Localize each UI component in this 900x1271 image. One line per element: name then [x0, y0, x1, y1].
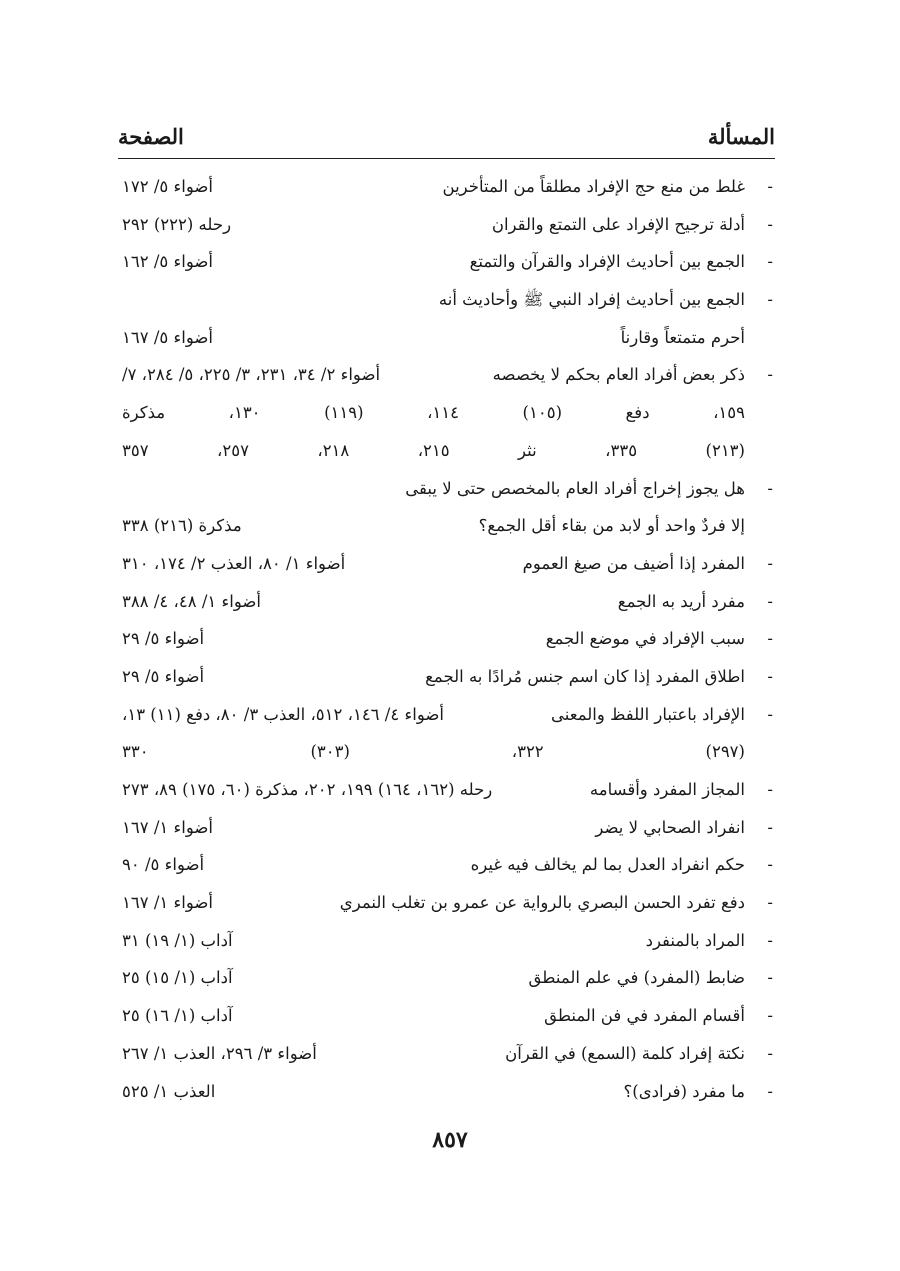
index-entry — [118, 470, 775, 545]
topic-column-title: المسألة — [707, 124, 775, 149]
entry-topic-continued: إلا فردٌ واحد أو لابد من بقاء أقل الجمع؟ — [478, 516, 745, 536]
index-entry — [118, 809, 775, 847]
entry-reference: أضواء ٥/ ٩٠ — [122, 855, 205, 875]
entry-topic: ضابط (المفرد) في علم المنطق — [528, 968, 745, 988]
entry-line — [118, 281, 775, 319]
entry-topic: حكم انفراد العدل بما لم يخالف فيه غيره — [470, 855, 745, 875]
entry-topic: نكتة إفراد كلمة (السمع) في القرآن — [505, 1043, 745, 1063]
index-entry — [118, 922, 775, 960]
entry-reference: العذب ١/ ٥٢٥ — [122, 1081, 216, 1101]
entry-line — [118, 432, 775, 470]
bullet-dash: - — [767, 1043, 773, 1063]
bullet-dash: - — [767, 817, 773, 837]
entry-topic: المفرد إذا أضيف من صيغ العموم — [522, 553, 745, 573]
entry-reference: آداب (١/ ١٦) ٢٥ — [122, 1006, 233, 1026]
entry-line — [118, 959, 775, 997]
entry-topic: ذكر بعض أفراد العام بحكم لا يخصصه — [492, 365, 745, 385]
entry-reference-continued: (٢٩٧) ٣٢٢، (٣٠٣) ٣٣٠ — [122, 742, 745, 762]
index-entry — [118, 959, 775, 997]
entry-reference: أضواء ٤/ ١٤٦، ٥١٢، العذب ٣/ ٨٠، دفع (١١) ١٣، — [122, 704, 444, 724]
entry-line — [118, 507, 775, 545]
entry-topic: دفع تفرد الحسن البصري بالرواية عن عمرو بن تغلب النمري — [339, 893, 745, 913]
entry-topic: الجمع بين أحاديث إفراد النبي ﷺ وأحاديث أنه — [438, 290, 745, 310]
index-entry — [118, 206, 775, 244]
bullet-dash: - — [767, 214, 773, 234]
entry-line — [118, 620, 775, 658]
index-entry — [118, 356, 775, 469]
bullet-dash: - — [767, 629, 773, 649]
index-entry — [118, 1035, 775, 1073]
bullet-dash: - — [767, 855, 773, 875]
entry-reference: أضواء ١/ ٨٠، العذب ٢/ ١٧٤، ٣١٠ — [122, 553, 346, 573]
entry-line — [118, 997, 775, 1035]
index-entry — [118, 545, 775, 583]
bullet-dash: - — [767, 478, 773, 498]
entry-line — [118, 206, 775, 244]
entry-line — [118, 846, 775, 884]
bullet-dash: - — [767, 252, 773, 272]
entry-line — [118, 884, 775, 922]
entry-reference-continued: ١٥٩، دفع (١٠٥) ١١٤، (١١٩) ١٣٠، مذكرة — [122, 403, 745, 423]
entry-topic: سبب الإفراد في موضع الجمع — [545, 629, 745, 649]
index-header — [118, 124, 775, 159]
entry-reference: رحله (٢٢٢) ٢٩٢ — [122, 214, 232, 234]
entry-line — [118, 545, 775, 583]
bullet-dash: - — [767, 704, 773, 724]
bullet-dash: - — [767, 591, 773, 611]
index-entry — [118, 997, 775, 1035]
entry-line — [118, 356, 775, 394]
entry-topic-continued: أحرم متمتعاً وقارناً — [620, 327, 745, 347]
entry-line — [118, 319, 775, 357]
bullet-dash: - — [767, 930, 773, 950]
bullet-dash: - — [767, 780, 773, 799]
index-entry — [118, 583, 775, 621]
entry-line — [118, 1035, 775, 1073]
entry-line — [118, 243, 775, 281]
entry-topic: الجمع بين أحاديث الإفراد والقرآن والتمتع — [469, 252, 745, 272]
entry-topic: هل يجوز إخراج أفراد العام بالمخصص حتى لا يبقى — [405, 478, 745, 498]
entry-reference: آداب (١/ ١٥) ٢٥ — [122, 968, 233, 988]
bullet-dash: - — [767, 290, 773, 310]
entry-reference: أضواء ١/ ٤٨، ٤/ ٣٨٨ — [122, 591, 261, 611]
entry-topic: أقسام المفرد في فن المنطق — [544, 1006, 745, 1026]
entry-reference: أضواء ٥/ ١٦٧ — [122, 327, 213, 347]
entry-line — [118, 168, 775, 206]
page-column-title: الصفحة — [118, 124, 184, 149]
entry-reference: أضواء ١/ ١٦٧ — [122, 817, 213, 837]
bullet-dash: - — [767, 553, 773, 573]
bullet-dash: - — [767, 365, 773, 385]
entry-line — [118, 922, 775, 960]
entry-topic: المراد بالمنفرد — [645, 930, 745, 950]
entry-reference: أضواء ٥/ ١٧٢ — [122, 177, 213, 196]
bullet-dash: - — [767, 1081, 773, 1101]
entry-topic: غلط من منع حج الإفراد مطلقاً من المتأخرين — [442, 177, 745, 196]
entry-reference: أضواء ٢/ ٣٤، ٢٣١، ٣/ ٢٢٥، ٥/ ٢٨٤، ٧/ — [122, 365, 381, 385]
index-entries — [118, 168, 775, 1110]
entry-topic: مفرد أريد به الجمع — [617, 591, 745, 611]
entry-topic: أدلة ترجيح الإفراد على التمتع والقران — [491, 214, 745, 234]
entry-topic: ما مفرد (فرادى)؟ — [623, 1081, 745, 1101]
index-entry — [118, 846, 775, 884]
entry-line — [118, 1073, 775, 1111]
index-entry — [118, 884, 775, 922]
page-number: ٨٥٧ — [432, 1127, 468, 1153]
entry-reference: رحله (١٦٢، ١٦٤) ١٩٩، ٢٠٢، مذكرة (٦٠، ١٧٥) ٨٩، ٢٧٣ — [122, 780, 493, 799]
entry-reference: أضواء ٣/ ٢٩٦، العذب ١/ ٢٦٧ — [122, 1043, 317, 1063]
bullet-dash: - — [767, 968, 773, 988]
entry-topic: انفراد الصحابي لا يضر — [595, 817, 745, 837]
entry-topic: المجاز المفرد وأقسامه — [589, 780, 745, 799]
index-entry — [118, 281, 775, 356]
bullet-dash: - — [767, 666, 773, 686]
index-entry — [118, 1073, 775, 1111]
entry-line — [118, 470, 775, 508]
entry-reference: آداب (١/ ١٩) ٣١ — [122, 930, 233, 950]
index-entry — [118, 658, 775, 696]
entry-reference: أضواء ٥/ ١٦٢ — [122, 252, 213, 272]
entry-reference: أضواء ٥/ ٢٩ — [122, 666, 205, 686]
entry-line — [118, 394, 775, 432]
entry-reference: أضواء ١/ ١٦٧ — [122, 893, 213, 913]
bullet-dash: - — [767, 1006, 773, 1026]
entry-line — [118, 771, 775, 809]
entry-topic: اطلاق المفرد إذا كان اسم جنس مُرادًا به الجمع — [425, 666, 745, 686]
entry-reference-continued: (٢١٣) ٣٣٥، نثر ٢١٥، ٢١٨، ٢٥٧، ٣٥٧ — [122, 440, 745, 460]
entry-topic: الإفراد باعتبار اللفظ والمعنى — [551, 704, 745, 724]
entry-reference: أضواء ٥/ ٢٩ — [122, 629, 205, 649]
index-entry — [118, 620, 775, 658]
entry-line — [118, 658, 775, 696]
index-entry — [118, 696, 775, 771]
entry-line — [118, 809, 775, 847]
index-entry — [118, 243, 775, 281]
bullet-dash: - — [767, 893, 773, 913]
index-entry — [118, 168, 775, 206]
entry-line — [118, 696, 775, 734]
bullet-dash: - — [767, 177, 773, 196]
entry-reference: مذكرة (٢١٦) ٣٣٨ — [122, 516, 242, 536]
index-entry — [118, 771, 775, 809]
entry-line — [118, 733, 775, 771]
entry-line — [118, 583, 775, 621]
